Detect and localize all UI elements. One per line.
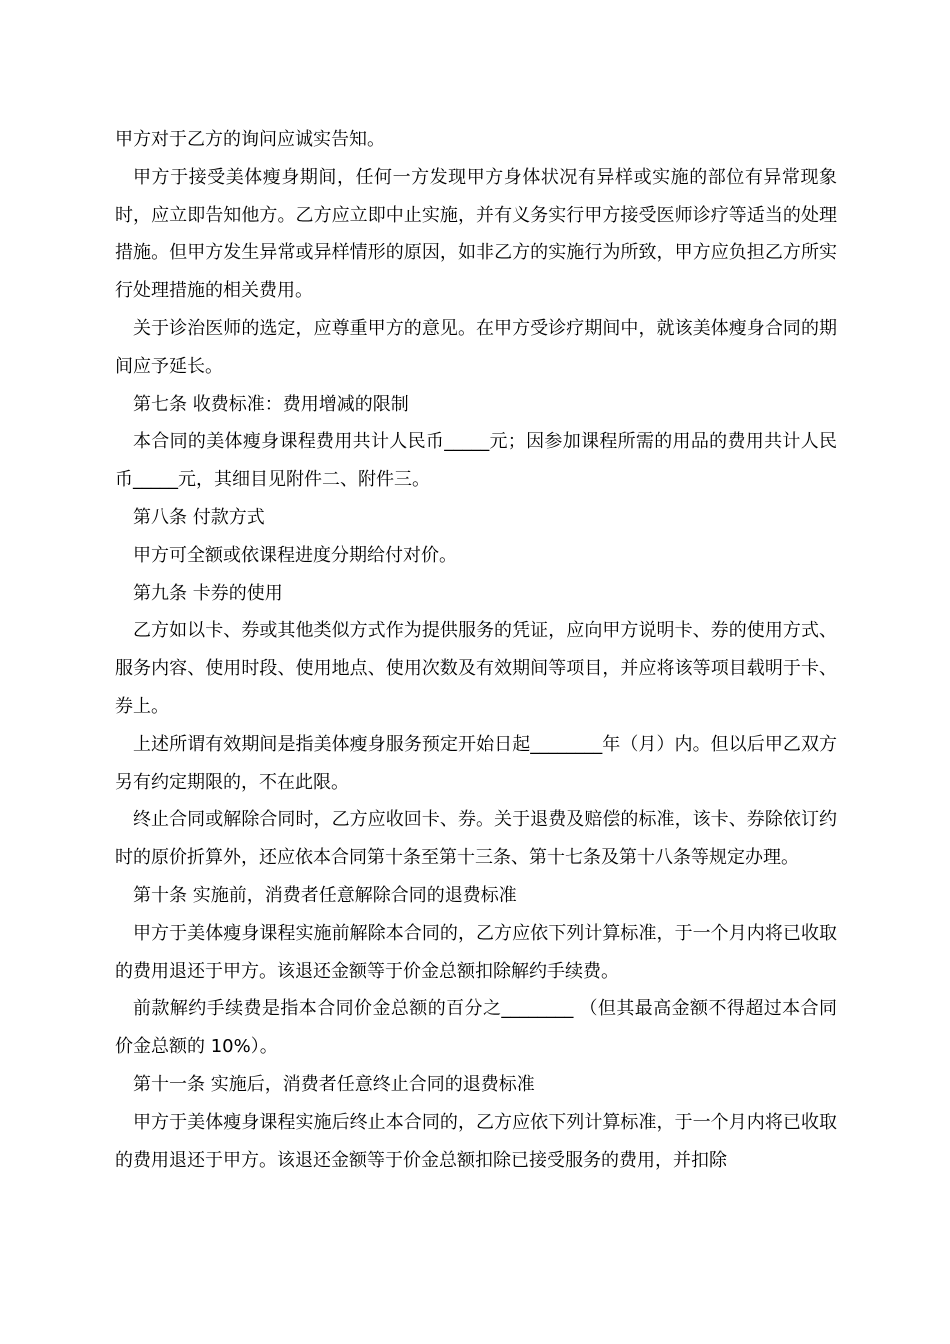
- article-heading: 第九条 卡券的使用: [133, 582, 283, 604]
- paragraph: 终止合同或解除合同时，乙方应收回卡、券。关于退费及赔偿的标准，该卡、券除依订约时的原价折算外，还应依本合同第十条至第十三条、第十七条及第十八条等规定办理。: [115, 809, 837, 869]
- article-heading: 第十一条 实施后，消费者任意终止合同的退费标准: [133, 1073, 535, 1095]
- paragraph: 甲方于接受美体瘦身期间，任何一方发现甲方身体状况有异样或实施的部位有异常现象时，应立即告知他方。乙方应立即中止实施，并有义务实行甲方接受医师诊疗等适当的处理措施。但甲方发生异常或异样情形的原因，如非乙方的实施行为所致，甲方应负担乙方所实行处理措施的相关费用。: [115, 166, 837, 302]
- paragraph: 前款解约手续费是指本合同价金总额的百分之________ （但其最高金额不得超过本合同价金总额的 10%）。: [115, 998, 837, 1058]
- paragraph: 甲方于美体瘦身课程实施后终止本合同的，乙方应依下列计算标准，于一个月内将已收取的费用退还于甲方。该退还金额等于价金总额扣除已接受服务的费用，并扣除: [115, 1111, 837, 1171]
- article-heading: 第十条 实施前，消费者任意解除合同的退费标准: [133, 884, 517, 906]
- article-heading: 第八条 付款方式: [133, 506, 265, 528]
- article-heading: 第七条 收费标准：费用增减的限制: [133, 393, 409, 415]
- paragraph: 甲方对于乙方的询问应诚实告知。: [115, 129, 385, 150]
- paragraph: 乙方如以卡、券或其他类似方式作为提供服务的凭证，应向甲方说明卡、券的使用方式、服务内容、使用时段、使用地点、使用次数及有效期间等项目，并应将该等项目载明于卡、券上。: [115, 620, 837, 717]
- paragraph: 关于诊治医师的选定，应尊重甲方的意见。在甲方受诊疗期间中，就该美体瘦身合同的期间应予延长。: [115, 317, 837, 377]
- document-body: [115, 121, 837, 1179]
- paragraph: 上述所谓有效期间是指美体瘦身服务预定开始日起________年（月）内。但以后甲乙双方另有约定期限的，不在此限。: [115, 733, 837, 793]
- paragraph: 本合同的美体瘦身课程费用共计人民币_____元；因参加课程所需的用品的费用共计人民币_____元，其细目见附件二、附件三。: [115, 431, 837, 491]
- paragraph: 甲方可全额或依课程进度分期给付对价。: [133, 544, 457, 566]
- paragraph: 甲方于美体瘦身课程实施前解除本合同的，乙方应依下列计算标准，于一个月内将已收取的费用退还于甲方。该退还金额等于价金总额扣除解约手续费。: [115, 922, 837, 982]
